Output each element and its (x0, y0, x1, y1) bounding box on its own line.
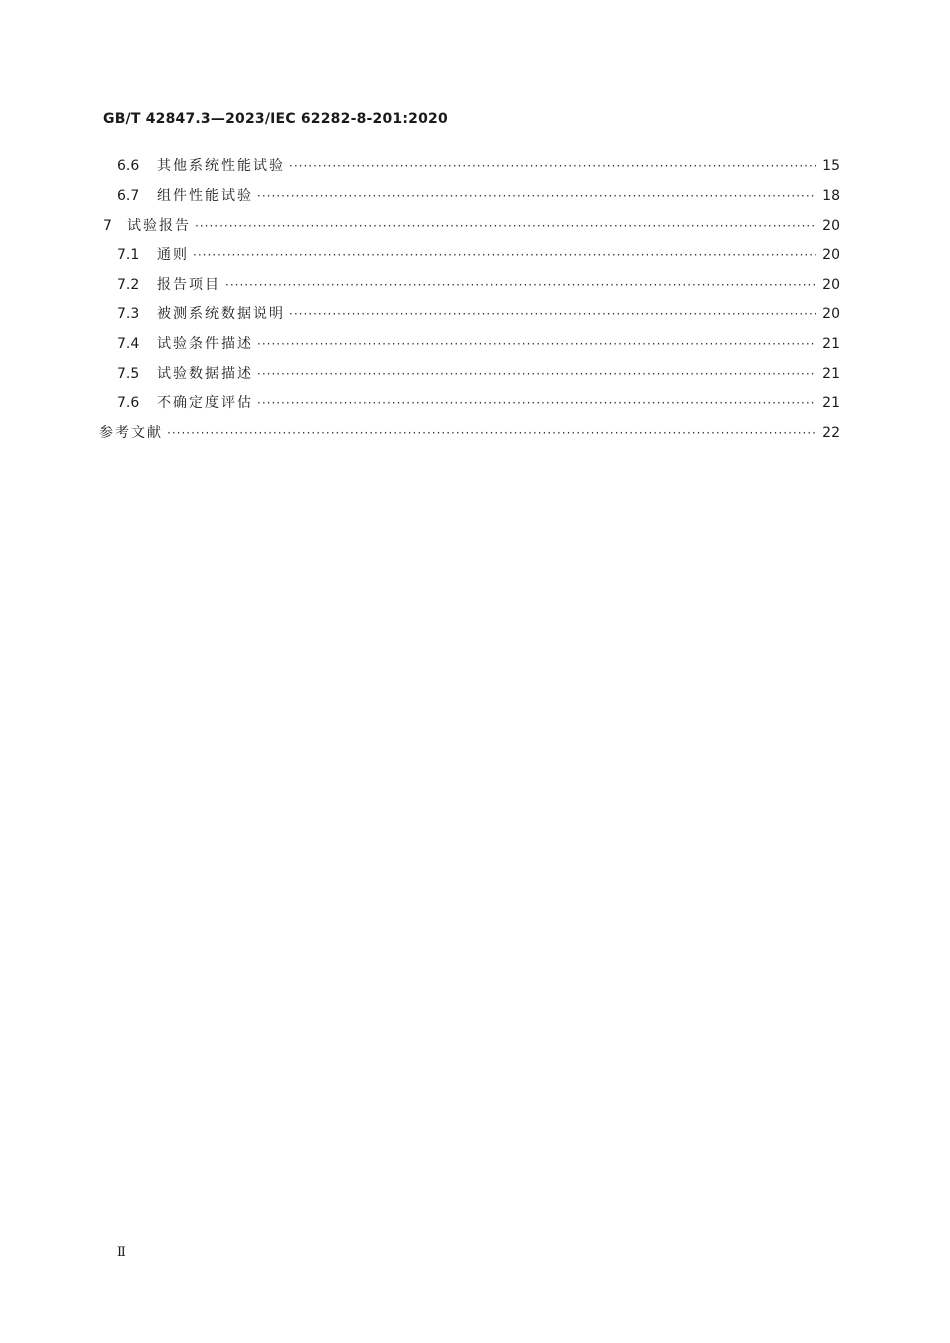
toc-entry-7-3[interactable] (117, 303, 840, 325)
toc-leader-dots (225, 278, 816, 292)
standard-id-header: GB/T 42847.3—2023/IEC 62282-8-201:2020 (103, 111, 448, 127)
toc-number: 7.1 (117, 247, 140, 263)
toc-number: 6.6 (117, 158, 140, 174)
toc-leader-dots (167, 426, 816, 440)
toc-title: 报告项目 (157, 277, 221, 293)
toc-title: 不确定度评估 (157, 395, 253, 411)
toc-title: 试验报告 (127, 218, 191, 234)
toc-leader-dots (289, 307, 816, 321)
page-number-footer: Ⅱ (117, 1245, 126, 1260)
toc-number: 7 (103, 218, 112, 234)
toc-title: 组件性能试验 (157, 188, 253, 204)
toc-page-number: 21 (822, 366, 840, 382)
toc-page-number: 22 (822, 425, 840, 441)
toc-page-number: 20 (822, 247, 840, 263)
toc-title: 其他系统性能试验 (157, 158, 285, 174)
toc-number: 7.6 (117, 395, 140, 411)
toc-page-number: 20 (822, 277, 840, 293)
toc-entry-7-5[interactable] (117, 363, 840, 385)
toc-entry-6-7[interactable] (117, 185, 840, 207)
toc-page-number: 21 (822, 395, 840, 411)
toc-page-number: 15 (822, 158, 840, 174)
toc-leader-dots (195, 219, 816, 233)
toc-page-number: 20 (822, 218, 840, 234)
toc-page-number: 20 (822, 306, 840, 322)
toc-entry-references[interactable] (99, 422, 840, 444)
toc-number: 7.5 (117, 366, 140, 382)
toc-title: 试验数据描述 (157, 366, 253, 382)
toc-number: 7.4 (117, 336, 140, 352)
toc-page-number: 18 (822, 188, 840, 204)
toc-entry-7-2[interactable] (117, 274, 840, 296)
toc-number: 7.2 (117, 277, 140, 293)
toc-leader-dots (193, 248, 816, 262)
toc-leader-dots (257, 367, 816, 381)
toc-leader-dots (257, 189, 816, 203)
toc-entry-7-4[interactable] (117, 333, 840, 355)
toc-entry-7-1[interactable] (117, 244, 840, 266)
toc-page-number: 21 (822, 336, 840, 352)
toc-title: 通则 (157, 247, 189, 263)
toc-entry-7-6[interactable] (117, 392, 840, 414)
toc-leader-dots (289, 159, 816, 173)
toc-entry-7[interactable] (103, 215, 840, 237)
toc-leader-dots (257, 337, 816, 351)
toc-title: 参考文献 (99, 425, 163, 441)
toc-title: 试验条件描述 (157, 336, 253, 352)
toc-number: 6.7 (117, 188, 140, 204)
toc-leader-dots (257, 396, 816, 410)
toc-entry-6-6[interactable] (117, 155, 840, 177)
toc-title: 被测系统数据说明 (157, 306, 285, 322)
toc-number: 7.3 (117, 306, 140, 322)
